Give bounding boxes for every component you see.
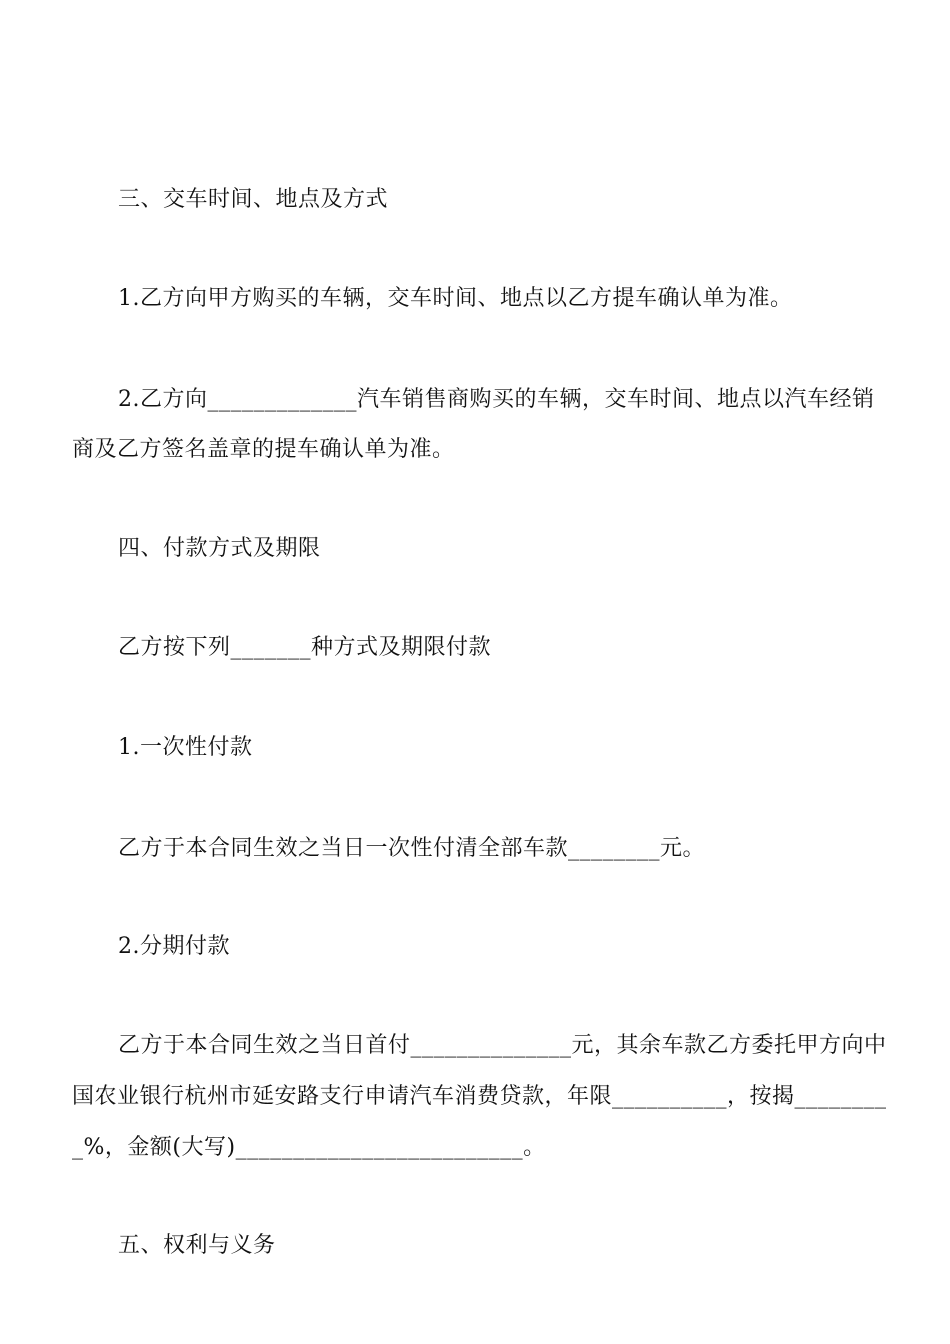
clause-delivery-2-line-1: 2.乙方向_____________汽车销售商购买的车辆，交车时间、地点以汽车经销: [118, 387, 875, 412]
installment-text-line-1: 乙方于本合同生效之当日首付______________元，其余车款乙方委托甲方向中: [118, 1033, 887, 1058]
payment-option-lump-sum-heading: 1.一次性付款: [118, 735, 253, 760]
payment-option-installment-heading: 2.分期付款: [118, 934, 230, 959]
section-heading-payment: 四、付款方式及期限: [118, 536, 321, 561]
payment-method-choice: 乙方按下列_______种方式及期限付款: [118, 635, 492, 660]
installment-text-line-2: 国农业银行杭州市延安路支行申请汽车消费贷款，年限__________，按揭________: [72, 1084, 887, 1109]
payment-option-lump-sum-text: 乙方于本合同生效之当日一次性付清全部车款________元。: [118, 836, 706, 861]
installment-text-line-3: _%，金额(大写)_________________________。: [72, 1135, 546, 1160]
section-heading-delivery: 三、交车时间、地点及方式: [118, 187, 389, 212]
clause-delivery-1: 1.乙方向甲方购买的车辆，交车时间、地点以乙方提车确认单为准。: [118, 286, 793, 311]
section-heading-rights: 五、权利与义务: [118, 1233, 276, 1258]
clause-delivery-2-line-2: 商及乙方签名盖章的提车确认单为准。: [72, 437, 455, 462]
